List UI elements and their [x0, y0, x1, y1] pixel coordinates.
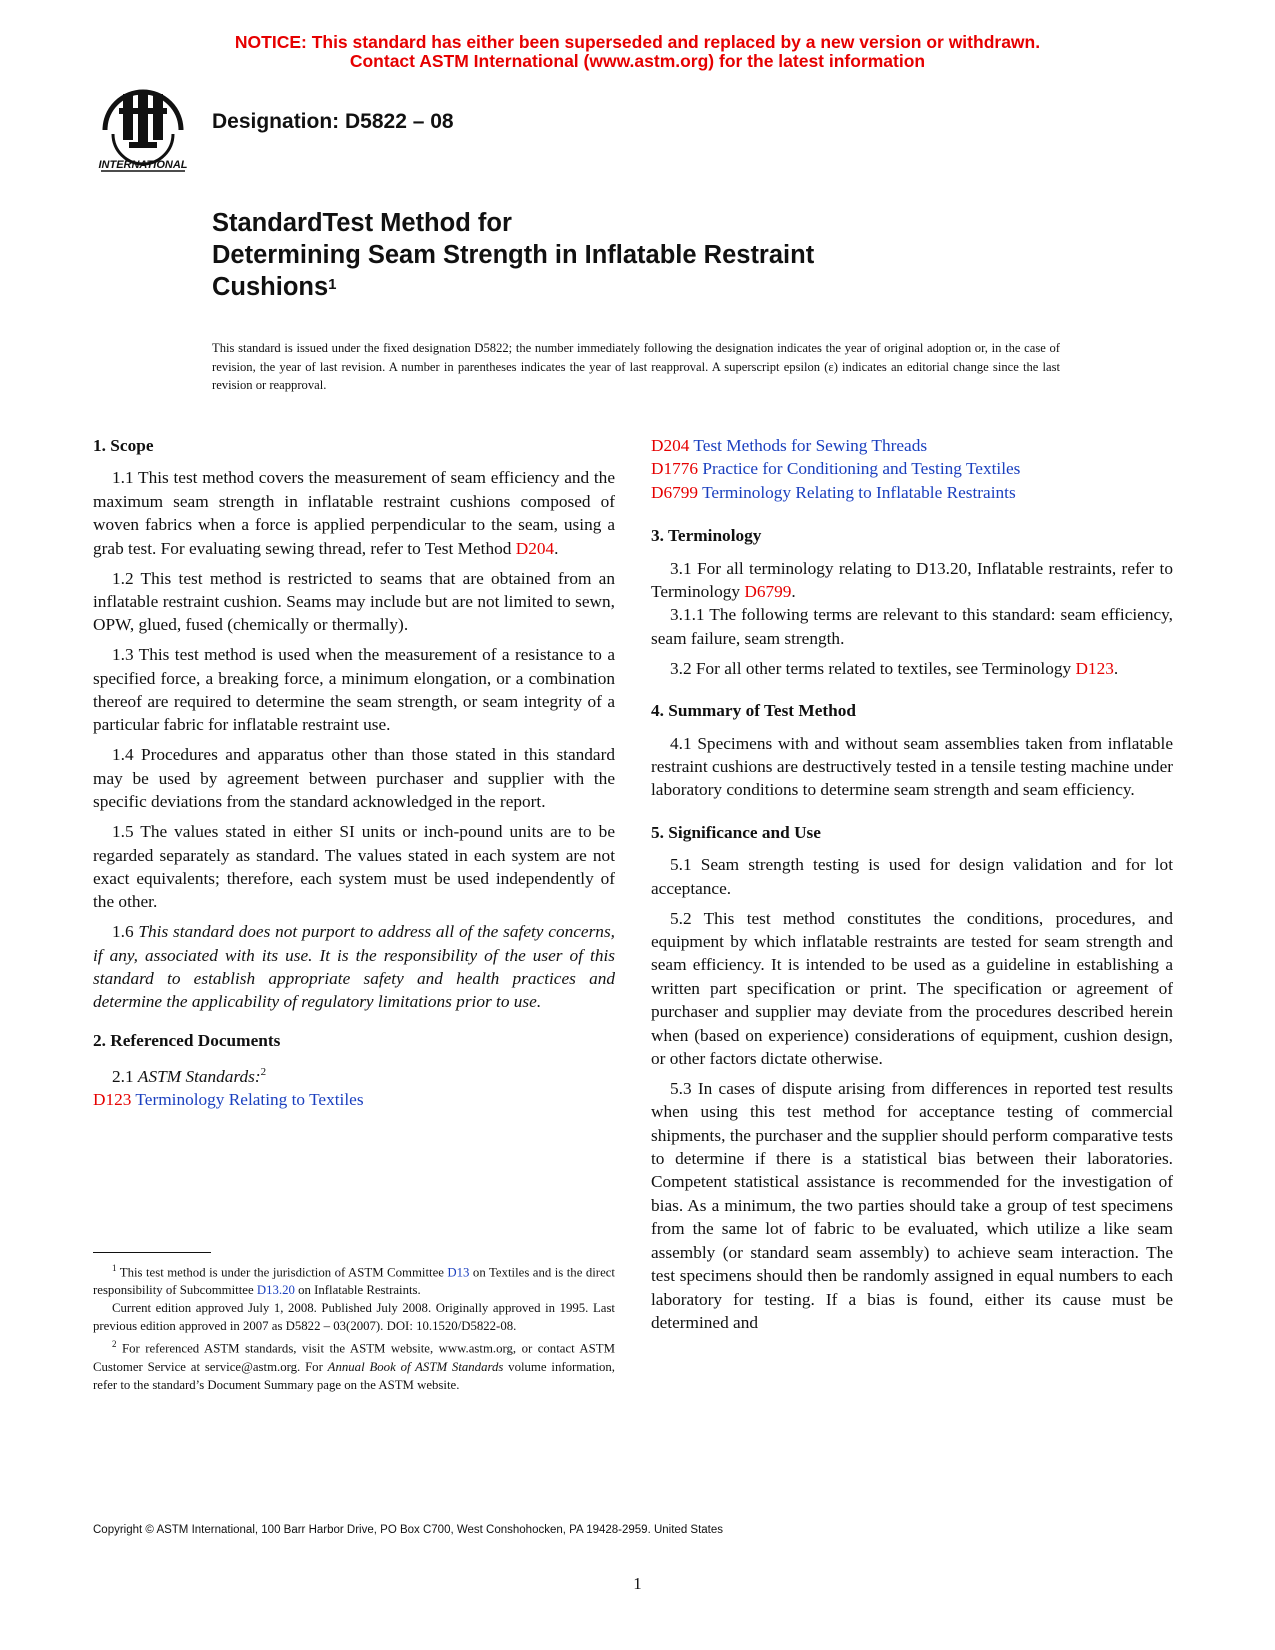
section-heading-terminology: 3. Terminology: [651, 526, 762, 546]
para-2-1: 2.1 ASTM Standards:$^2$: [112, 1066, 267, 1087]
para-1-1: 1.1 This test method covers the measurement of seam efficiency and the maximum seam strength in inflatable restraint cushions composed of woven fabrics when a force is applied perpendicular to the seam, using a grab test. For evaluating sewing thread, refer to Test Method D204.: [93, 468, 615, 558]
notice-line-2: Contact ASTM International (www.astm.org) for the latest information: [349, 51, 926, 71]
document-title: [212, 207, 814, 303]
link-d6799[interactable]: D6799: [744, 582, 792, 602]
logo-text: INTERNATIONAL: [98, 159, 188, 171]
footnote-2: $^2$ For referenced ASTM standards, visit the ASTM website, www.astm.org, or contact ASTM Customer Service at service@astm.org. For Annual Book of ASTM Standards volume information, refer to the standard’s Document Summary page on the ASTM website.: [93, 1339, 615, 1392]
ref-item-d204[interactable]: D204 Test Methods for Sewing Threads: [651, 436, 928, 455]
section-heading-summary: 4. Summary of Test Method: [651, 701, 856, 721]
section-heading-significance: 5. Significance and Use: [651, 822, 821, 842]
link-d13[interactable]: D13: [447, 1265, 470, 1280]
para-5-2: 5.2 This test method constitutes the conditions, procedures, and equipment by which inflatable restraints are tested for seam strength and seam efficiency. It is intended to be used as a guideline in establishing a written part specification or print. The specification or agreement of purchaser and supplier may deviate from the procedures described herein when (based on experience) considerations of equipment, cushion design, or other factors dictate otherwise.: [651, 908, 1173, 1068]
para-5-3: 5.3 In cases of dispute arising from differences in reported test results when using this test method for acceptance testing of commercial shipments, the purchaser and the supplier should perform comparative tests to determine if there is a statistical bias between their laboratories. Competent statistical assistance is recommended for the investigation of bias. As a minimum, the two parties should take a group of test specimens from the same lot of fabric to be evaluated, which utilize a like seam assembly (or standard seam assembly) to achieve seam interaction. The test specimens should then be randomly assigned in equal numbers to each laboratory for testing. If a bias is found, either its cause must be determined and: [651, 1078, 1173, 1332]
ref-item-d6799[interactable]: D6799 Terminology Relating to Inflatable Restraints: [651, 482, 1016, 502]
link-d123[interactable]: D123: [1075, 658, 1114, 678]
para-5-1: 5.1 Seam strength testing is used for design validation and for lot acceptance.: [651, 855, 1173, 898]
para-3-2: 3.2 For all other terms related to textiles, see Terminology D123.: [670, 658, 1119, 678]
astm-logo-icon: [93, 82, 193, 177]
para-3-1-1: 3.1.1 The following terms are relevant to this standard: seam efficiency, seam failure, seam strength.: [651, 605, 1173, 648]
designation: Designation: D5822 – 08: [212, 110, 454, 133]
link-d204[interactable]: D204: [515, 538, 555, 558]
section-heading-scope: 1. Scope: [93, 436, 154, 455]
astm-logo: [93, 82, 193, 177]
title-line-1: StandardTest Method for: [212, 209, 512, 237]
page-number: 1: [633, 1574, 642, 1593]
footnote-1: $^1$ This test method is under the jurisdiction of ASTM Committee D13 on Textiles and is the direct responsibility of Subcommittee D13.20 on Inflatable Restraints.: [93, 1263, 615, 1298]
title-line-2: Determining Seam Strength in Inflatable Restraint: [212, 241, 815, 269]
link-d13-20[interactable]: D13.20: [256, 1283, 295, 1298]
para-1-2: 1.2 This test method is restricted to seams that are obtained from an inflatable restraint cushion. Seams may include but are not limited to sewn, OPW, glued, fused (chemically or thermally).: [93, 568, 615, 635]
section-heading-referenced: 2. Referenced Documents: [93, 1030, 281, 1050]
footnote-1-edition: Current edition approved July 1, 2008. Published July 2008. Originally approved in 1995. Last previous edition approved in 2007 as D5822 – 03(2007). DOI: 10.1520/D5822-08.: [93, 1301, 615, 1334]
copyright: Copyright © ASTM International, 100 Barr Harbor Drive, PO Box C700, West Conshohocken, PA 19428-2959. United States: [93, 1524, 724, 1536]
para-1-5: 1.5 The values stated in either SI units or inch-pound units are to be regarded separately as standard. The values stated in each system are not exact equivalents; therefore, each system must be used independently of the other.: [93, 822, 615, 912]
title-line-3: Cushions: [212, 273, 329, 301]
para-3-1: 3.1 For all terminology relating to D13.20, Inflatable restraints, refer to Terminology D6799.: [651, 558, 1173, 602]
footnotes: [93, 1259, 615, 1394]
notice-banner: [0, 33, 1275, 71]
footnote-rule: [93, 1252, 211, 1253]
right-column: [651, 434, 1173, 1341]
ref-item-d123[interactable]: D123 Terminology Relating to Textiles: [93, 1090, 364, 1110]
title-footnote-mark: 1: [328, 276, 337, 293]
issue-statement: This standard is issued under the fixed designation D5822; the number immediately following the designation indicates the year of original adoption or, in the case of revision, the year of last revision. A number in parentheses indicates the year of last reapproval. A superscript epsilon (ε) indicates an editorial change since the last revision or reapproval.: [212, 341, 1060, 392]
left-column: [93, 434, 615, 1112]
para-1-3: 1.3 This test method is used when the measurement of a resistance to a specified force, a breaking force, a minimum elongation, or a combination thereof are required to determine the seam strength, or seam integrity of a particular fabric for inflatable restraint use.: [93, 645, 615, 735]
ref-item-d1776[interactable]: D1776 Practice for Conditioning and Testing Textiles: [651, 459, 1021, 479]
notice-line-1: NOTICE: This standard has either been superseded and replaced by a new version or withdrawn.: [234, 32, 1041, 52]
para-4-1: 4.1 Specimens with and without seam assemblies taken from inflatable restraint cushions are destructively tested in a tensile testing machine under laboratory conditions to determine seam strength and seam efficiency.: [651, 733, 1173, 800]
para-1-4: 1.4 Procedures and apparatus other than those stated in this standard may be used by agreement between purchaser and supplier with the specific deviations from the standard acknowledged in the report.: [93, 745, 615, 812]
para-1-6: 1.6 This standard does not purport to address all of the safety concerns, if any, associated with its use. It is the responsibility of the user of this standard to establish appropriate safety and health practices and determine the applicability of regulatory limitations prior to use.: [93, 922, 615, 1012]
